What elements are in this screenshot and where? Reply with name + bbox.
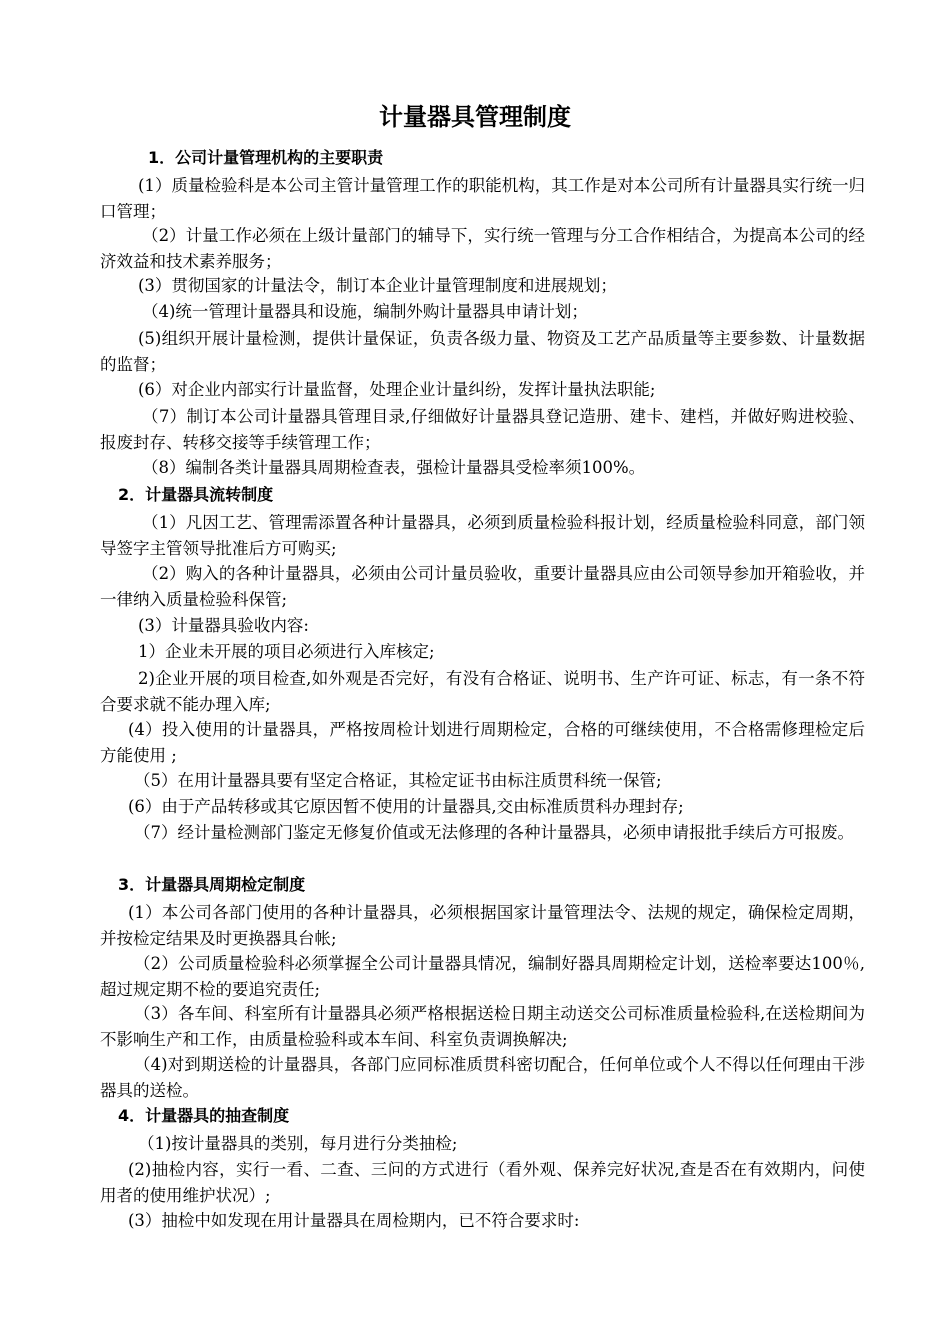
- section-1-item-8: （8）编制各类计量器具周期检查表，强检计量器具受检率须100%。: [142, 458, 646, 477]
- section-2-item-8: (6）由于产品转移或其它原因暂不使用的计量器具,交由标准质贯科办理封存;: [128, 797, 684, 816]
- section-1-item-3: (3）贯彻国家的计量法令，制订本企业计量管理制度和进展规划；: [138, 276, 617, 295]
- section-2-item-5: 2)企业开展的项目检查,如外观是否完好，有没有合格证、说明书、生产许可证、标志，有一条不符合要求就不能办理入库;: [100, 669, 865, 714]
- section-4-item-2: (2)抽检内容，实行一看、二查、三问的方式进行（看外观、保养完好状况,查是否在有效期内，问使用者的使用维护状况）;: [100, 1160, 865, 1205]
- section-2-item-7: （5）在用计量器具要有坚定合格证，其检定证书由标注质贯科统一保管;: [134, 771, 662, 790]
- section-3-item-4: （4)对到期送检的计量器具，各部门应同标准质贯科密切配合，任何单位或个人不得以任何理由干涉器具的送检。: [100, 1055, 865, 1100]
- section-1-item-7: （7）制订本公司计量器具管理目录,仔细做好计量器具登记造册、建卡、建档，并做好购进校验、报废封存、转移交接等手续管理工作；: [100, 407, 865, 452]
- section-3-heading: 3．计量器具周期检定制度: [118, 875, 306, 894]
- section-1-heading: 1．公司计量管理机构的主要职责: [148, 148, 384, 167]
- section-3-item-1: (1）本公司各部门使用的各种计量器具，必须根据国家计量管理法令、法规的规定，确保检定周期，并按检定结果及时更换器具台帐;: [100, 903, 865, 948]
- section-4-item-1: （1)按计量器具的类别，每月进行分类抽检;: [138, 1134, 458, 1153]
- section-3-item-3: （3）各车间、科室所有计量器具必须严格根据送检日期主动送交公司标准质量检验科,在送检期间为不影响生产和工作，由质量检验科或本车间、科室负责调换解决;: [100, 1004, 865, 1049]
- section-1-item-1: (1）质量检验科是本公司主管计量管理工作的职能机构，其工作是对本公司所有计量器具实行统一归口管理；: [100, 176, 865, 221]
- section-1-item-5: (5)组织开展计量检测，提供计量保证，负责各级力量、物资及工艺产品质量等主要参数、计量数据的监督；: [100, 329, 865, 374]
- section-1-item-2: （2）计量工作必须在上级计量部门的辅导下，实行统一管理与分工合作相结合，为提高本公司的经济效益和技术素养服务；: [100, 226, 865, 271]
- section-2-item-9: （7）经计量检测部门鉴定无修复价值或无法修理的各种计量器具，必须申请报批手续后方可报废。: [134, 823, 854, 842]
- section-3-item-2: （2）公司质量检验科必须掌握全公司计量器具情况，编制好器具周期检定计划，送检率要达100％,超过规定期不检的要追究责任;: [100, 954, 865, 999]
- section-1-item-6: (6）对企业内部实行计量监督，处理企业计量纠纷，发挥计量执法职能;: [138, 380, 656, 399]
- section-2-item-3: (3）计量器具验收内容:: [138, 616, 309, 635]
- section-2-item-1: （1）凡因工艺、管理需添置各种计量器具，必须到质量检验科报计划，经质量检验科同意，部门领导签字主管领导批准后方可购买;: [100, 513, 865, 558]
- section-1-item-4: （4)统一管理计量器具和设施，编制外购计量器具申请计划；: [142, 302, 588, 321]
- section-2-heading: 2．计量器具流转制度: [118, 485, 274, 504]
- section-2-item-6: (4）投入使用的计量器具，严格按周检计划进行周期检定，合格的可继续使用，不合格需修理检定后方能使用 ;: [100, 720, 865, 765]
- section-4-heading: 4．计量器具的抽查制度: [118, 1106, 290, 1125]
- section-2-item-2: （2）购入的各种计量器具，必须由公司计量员验收，重要计量器具应由公司领导参加开箱验收，并一律纳入质量检验科保管;: [100, 564, 865, 609]
- section-2-item-4: 1）企业未开展的项目必须进行入库核定;: [138, 642, 435, 661]
- section-4-item-3: (3）抽检中如发现在用计量器具在周检期内，已不符合要求时:: [128, 1211, 580, 1230]
- document-title: 计量器具管理制度: [379, 103, 571, 131]
